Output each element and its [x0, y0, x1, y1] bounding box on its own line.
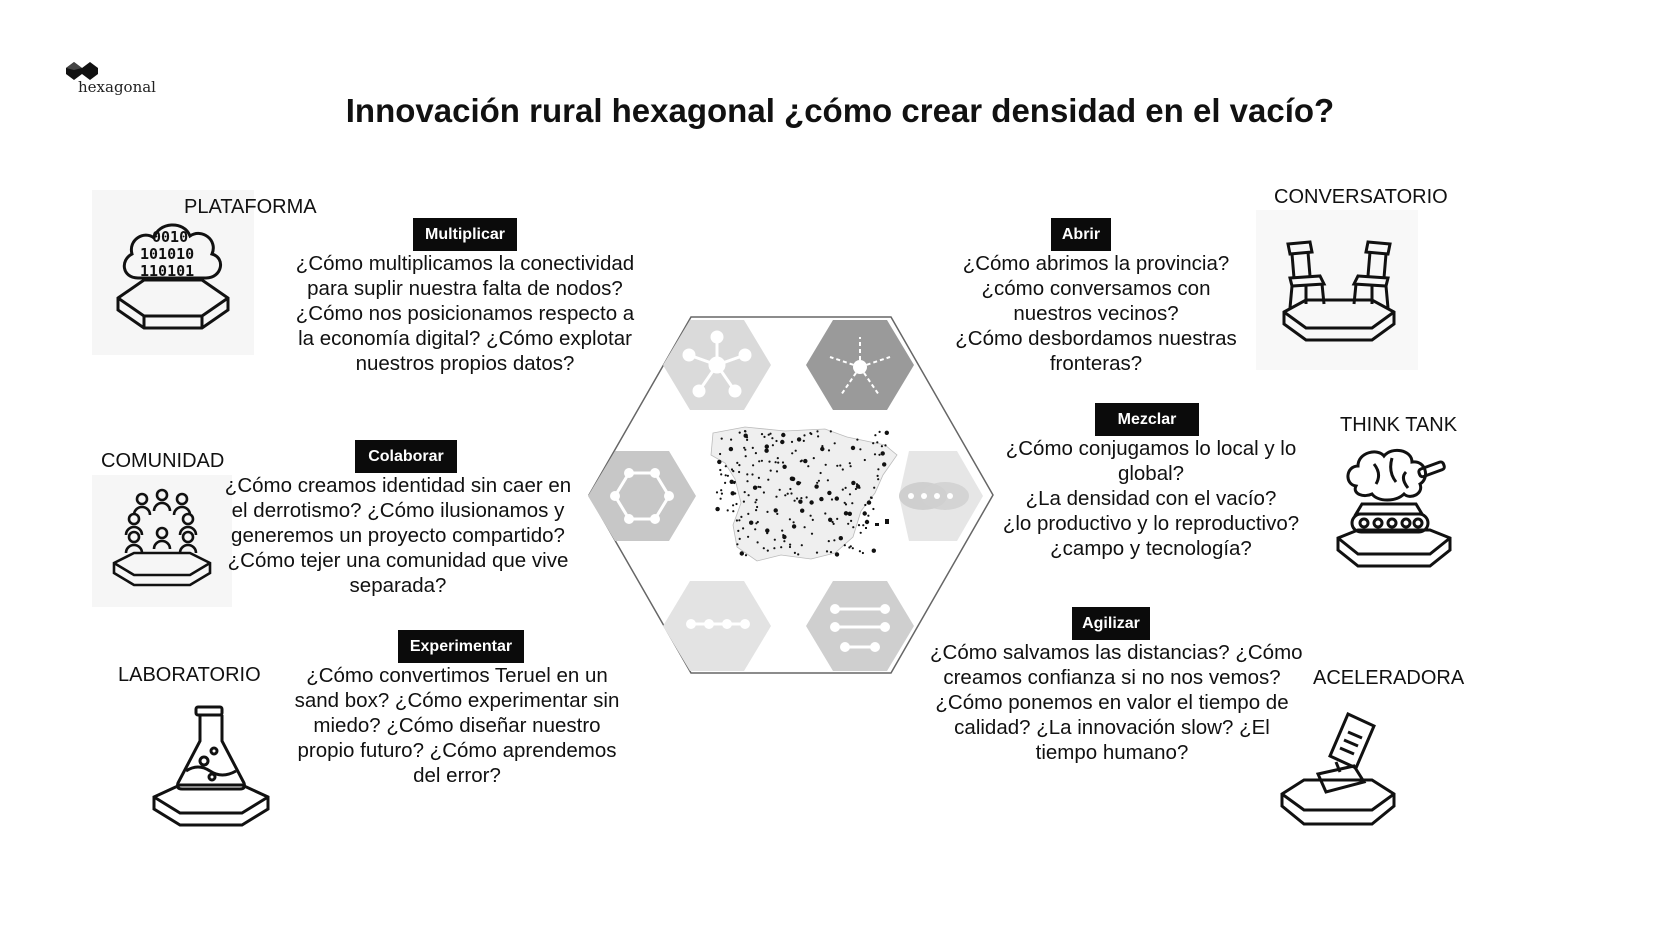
map-density-dot — [740, 551, 744, 555]
map-density-dot — [798, 500, 802, 504]
map-density-dot — [845, 503, 847, 505]
map-density-dot — [716, 491, 718, 493]
map-density-dot — [824, 512, 826, 514]
map-density-dot — [797, 553, 799, 555]
map-density-dot — [775, 440, 777, 442]
map-density-dot — [833, 523, 835, 525]
map-density-dot — [758, 477, 760, 479]
map-density-dot — [752, 447, 754, 449]
map-density-dot — [738, 519, 740, 521]
map-density-dot — [849, 493, 851, 495]
map-density-dot — [830, 430, 832, 432]
map-density-dot — [777, 462, 779, 464]
map-density-dot — [767, 479, 769, 481]
map-density-dot — [813, 457, 815, 459]
map-density-dot — [867, 515, 869, 517]
map-density-dot — [865, 520, 869, 524]
map-density-dot — [735, 503, 737, 505]
tag-multiplicar: Multiplicar — [413, 218, 517, 251]
map-density-dot — [738, 464, 740, 466]
question-line: ¿La densidad con el vacío? — [1025, 487, 1277, 510]
map-density-dot — [884, 444, 886, 446]
map-density-dot — [743, 501, 745, 503]
category-plataforma: PLATAFORMA — [184, 196, 317, 218]
question-line: miedo? ¿Cómo diseñar nuestro — [313, 714, 601, 737]
map-density-dot — [872, 508, 874, 510]
map-density-dot — [754, 501, 756, 503]
map-density-dot — [794, 552, 796, 554]
map-density-dot — [749, 521, 753, 525]
map-density-dot — [834, 442, 836, 444]
map-density-dot — [789, 546, 791, 548]
map-density-dot — [836, 518, 838, 520]
map-density-dot — [791, 452, 793, 454]
map-density-dot — [782, 461, 784, 463]
map-density-dot — [827, 491, 831, 495]
map-density-dot — [732, 470, 734, 472]
svg-text:0010: 0010 — [152, 228, 189, 246]
map-density-dot — [810, 515, 812, 517]
map-density-dot — [787, 493, 789, 495]
map-density-dot — [727, 509, 729, 511]
map-density-dot — [755, 509, 757, 511]
map-density-dot — [877, 475, 879, 477]
two-chairs-icon — [1280, 238, 1398, 344]
map-density-dot — [744, 434, 748, 438]
brand-name: hexagonal — [78, 78, 156, 96]
map-density-dot — [776, 470, 778, 472]
map-density-dot — [795, 450, 797, 452]
map-density-dot — [772, 444, 774, 446]
map-density-dot — [826, 550, 828, 552]
map-density-dot — [736, 519, 738, 521]
map-density-dot — [803, 440, 805, 442]
map-density-dot — [842, 468, 844, 470]
map-density-dot — [855, 488, 857, 490]
map-density-dot — [763, 491, 765, 493]
map-density-dot — [779, 489, 781, 491]
map-density-dot — [835, 496, 839, 500]
map-density-dot — [800, 497, 802, 499]
map-density-dot — [862, 524, 864, 526]
map-density-dot — [789, 518, 791, 520]
map-density-dot — [848, 512, 852, 516]
map-density-dot — [825, 464, 827, 466]
map-density-dot — [736, 543, 738, 545]
map-density-dot — [780, 546, 782, 548]
map-density-dot — [809, 500, 813, 504]
map-density-dot — [816, 482, 818, 484]
map-density-dot — [836, 465, 838, 467]
map-density-dot — [790, 477, 794, 481]
map-density-dot — [766, 532, 768, 534]
map-density-dot — [773, 547, 775, 549]
map-density-dot — [730, 439, 732, 441]
category-conversatorio: CONVERSATORIO — [1274, 186, 1448, 208]
map-density-dot — [757, 521, 759, 523]
map-density-dot — [845, 487, 847, 489]
map-density-dot — [835, 552, 839, 556]
question-line: global? — [1117, 462, 1185, 485]
map-density-dot — [839, 464, 841, 466]
map-density-dot — [878, 454, 880, 456]
map-density-dot — [844, 544, 846, 546]
map-density-dot — [816, 552, 818, 554]
map-density-dot — [803, 459, 807, 463]
question-line: del error? — [413, 764, 501, 787]
questions-experimentar — [288, 663, 626, 788]
map-density-dot — [775, 496, 777, 498]
map-density-dot — [720, 498, 722, 500]
map-density-dot — [781, 530, 783, 532]
question-line: fronteras? — [1049, 352, 1143, 375]
map-density-dot — [859, 448, 861, 450]
map-density-dot — [715, 507, 719, 511]
map-density-dot — [864, 459, 866, 461]
tag-abrir: Abrir — [1051, 218, 1111, 251]
question-line: calidad? ¿La innovación slow? ¿El — [954, 716, 1270, 739]
question-line: para suplir nuestra falta de nodos? — [307, 277, 623, 300]
map-density-dot — [743, 447, 745, 449]
map-density-dot — [844, 511, 848, 515]
map-density-dot — [763, 436, 765, 438]
map-density-dot — [882, 462, 886, 466]
map-density-dot — [768, 461, 770, 463]
map-density-dot — [807, 465, 809, 467]
map-density-dot — [751, 473, 753, 475]
question-line: tiempo humano? — [1035, 741, 1189, 764]
map-density-dot — [856, 483, 858, 485]
map-density-dot — [789, 488, 791, 490]
map-density-dot — [763, 547, 765, 549]
map-density-dot — [814, 484, 818, 488]
map-density-dot — [719, 453, 721, 455]
map-density-dot — [801, 544, 803, 546]
brain-tank-icon — [1334, 444, 1456, 570]
map-density-dot — [812, 519, 814, 521]
tag-colaborar: Colaborar — [355, 440, 457, 473]
map-density-dot — [766, 511, 768, 513]
map-density-dot — [759, 486, 761, 488]
map-density-dot — [862, 552, 864, 554]
map-density-dot — [717, 460, 721, 464]
question-line: ¿Cómo desbordamos nuestras — [955, 327, 1237, 350]
map-density-dot — [769, 433, 771, 435]
map-density-dot — [744, 449, 746, 451]
map-density-dot — [776, 513, 778, 515]
map-density-dot — [746, 439, 748, 441]
map-density-dot — [745, 455, 747, 457]
map-density-dot — [727, 475, 729, 477]
map-density-dot — [719, 469, 721, 471]
map-density-dot — [858, 524, 860, 526]
map-density-dot — [842, 489, 844, 491]
map-density-dot — [764, 449, 768, 453]
map-density-dot — [860, 532, 862, 534]
map-density-dot — [774, 539, 776, 541]
map-density-dot — [730, 480, 734, 484]
map-density-dot — [874, 453, 876, 455]
map-density-dot — [746, 480, 748, 482]
map-density-dot — [864, 504, 866, 506]
map-density-dot — [876, 441, 878, 443]
map-density-dot — [754, 528, 756, 530]
question-line: el derrotismo? ¿Cómo ilusionamos y — [231, 499, 565, 522]
map-density-dot — [761, 460, 763, 462]
map-density-dot — [859, 550, 861, 552]
map-density-dot — [756, 506, 758, 508]
map-density-dot — [804, 526, 806, 528]
map-density-dot — [821, 499, 823, 501]
question-line: ¿campo y tecnología? — [1050, 537, 1252, 560]
map-density-dot — [830, 551, 832, 553]
map-density-dot — [725, 474, 727, 476]
map-density-dot — [753, 486, 757, 490]
map-density-dot — [780, 440, 784, 444]
map-density-dot — [740, 516, 742, 518]
map-density-dot — [775, 461, 777, 463]
map-density-dot — [791, 441, 793, 443]
map-density-dot — [790, 492, 792, 494]
map-density-dot — [738, 471, 740, 473]
map-density-dot — [739, 432, 741, 434]
map-density-dot — [816, 430, 818, 432]
map-density-dot — [724, 482, 726, 484]
map-density-dot — [873, 487, 875, 489]
map-density-dot — [800, 460, 802, 462]
map-density-dot — [848, 546, 850, 548]
map-density-dot — [852, 526, 854, 528]
map-density-dot — [725, 465, 727, 467]
map-density-dot — [757, 541, 759, 543]
map-density-dot — [732, 504, 734, 506]
question-line: ¿Cómo conjugamos lo local y lo — [1005, 437, 1297, 460]
map-density-dot — [874, 434, 876, 436]
map-density-dot — [872, 442, 874, 444]
page-title: Innovación rural hexagonal ¿cómo crear densidad en el vacío? — [345, 92, 1335, 129]
map-density-dot — [828, 449, 830, 451]
map-density-dot — [856, 439, 858, 441]
question-line: creamos confianza si no nos vemos? — [943, 666, 1281, 689]
category-comunidad: COMUNIDAD — [101, 450, 225, 472]
map-density-dot — [839, 536, 843, 540]
map-density-dot — [850, 465, 852, 467]
map-density-dot — [744, 491, 746, 493]
question-line: ¿Cómo multiplicamos la conectividad — [295, 252, 635, 275]
map-density-dot — [793, 521, 795, 523]
map-density-dot — [742, 527, 744, 529]
map-density-dot — [828, 540, 830, 542]
question-line: ¿lo productivo y lo reproductivo? — [1002, 512, 1300, 535]
map-density-dot — [851, 446, 855, 450]
question-line: separada? — [349, 574, 447, 597]
map-density-dot — [885, 431, 889, 435]
map-density-dot — [748, 494, 750, 496]
flask-icon — [150, 705, 272, 830]
map-density-dot — [733, 482, 735, 484]
map-density-dot — [881, 445, 883, 447]
map-density-dot — [879, 431, 881, 433]
question-line: ¿cómo conversamos con — [981, 277, 1211, 300]
map-density-dot — [736, 462, 738, 464]
map-density-dot — [739, 538, 741, 540]
map-density-dot — [747, 536, 749, 538]
question-line: ¿Cómo nos posicionamos respecto a — [295, 302, 635, 325]
map-density-dot — [789, 544, 791, 546]
map-density-dot — [767, 550, 769, 552]
map-density-dot — [782, 465, 786, 469]
map-density-dot — [794, 500, 796, 502]
map-density-dot — [820, 472, 822, 474]
tag-agilizar: Agilizar — [1072, 607, 1150, 640]
map-density-dot — [847, 523, 849, 525]
questions-agilizar — [930, 640, 1303, 765]
question-line: ¿Cómo ponemos en valor el tiempo de — [935, 691, 1289, 714]
map-density-dot — [872, 549, 876, 553]
question-line: ¿Cómo creamos identidad sin caer en — [224, 474, 572, 497]
map-density-dot — [745, 554, 747, 556]
map-density-dot — [755, 452, 757, 454]
map-density-dot — [783, 540, 785, 542]
map-density-dot — [811, 533, 813, 535]
map-density-dot — [867, 500, 871, 504]
map-density-dot — [792, 524, 796, 528]
question-line: ¿Cómo convertimos Teruel en un — [306, 664, 608, 687]
map-density-dot — [777, 457, 779, 459]
map-density-dot — [863, 511, 867, 515]
map-density-dot — [770, 470, 772, 472]
map-density-dot — [809, 432, 811, 434]
questions-colaborar — [220, 473, 576, 598]
map-density-dot — [851, 502, 853, 504]
map-density-dot — [731, 491, 735, 495]
svg-text:110101: 110101 — [140, 262, 195, 280]
map-density-dot — [820, 447, 824, 451]
map-density-dot — [877, 468, 879, 470]
map-density-dot — [852, 547, 854, 549]
map-density-dot — [765, 444, 769, 448]
question-line: la economía digital? ¿Cómo explotar — [298, 327, 632, 350]
map-density-dot — [720, 489, 722, 491]
map-density-dot — [721, 438, 723, 440]
map-density-dot — [827, 479, 829, 481]
map-density-dot — [752, 464, 754, 466]
map-density-dot — [818, 480, 820, 482]
map-density-dot — [852, 483, 854, 485]
map-density-dot — [806, 496, 808, 498]
category-laboratorio: LABORATORIO — [118, 664, 261, 686]
map-density-dot — [850, 520, 852, 522]
question-line: ¿Cómo salvamos las distancias? ¿Cómo — [930, 641, 1303, 664]
center-hexagon-diagram — [585, 315, 997, 677]
map-density-dot — [729, 447, 733, 451]
map-density-dot — [746, 473, 748, 475]
map-density-dot — [796, 497, 798, 499]
map-density-dot — [784, 494, 786, 496]
map-density-dot — [774, 508, 778, 512]
question-line: ¿Cómo abrimos la provincia? — [962, 252, 1230, 275]
question-line: nuestros vecinos? — [1013, 302, 1179, 325]
tag-mezclar: Mezclar — [1095, 403, 1199, 436]
map-density-dot — [800, 509, 804, 513]
map-density-dot — [877, 478, 879, 480]
question-line: nuestros propios datos? — [355, 352, 575, 375]
map-density-dot — [732, 510, 734, 512]
category-think-tank: THINK TANK — [1340, 414, 1458, 436]
map-density-dot — [797, 437, 801, 441]
document-accelerator-icon — [1278, 712, 1398, 830]
map-density-dot — [881, 451, 885, 455]
map-density-dot — [737, 530, 739, 532]
question-line: sand box? ¿Cómo experimentar sin — [294, 689, 620, 712]
map-density-dot — [849, 462, 851, 464]
map-density-dot — [761, 433, 763, 435]
question-line: ¿Cómo tejer una comunidad que vive — [227, 549, 569, 572]
binary-cloud-icon — [108, 210, 238, 340]
map-density-dot — [833, 539, 835, 541]
map-density-dot — [744, 430, 746, 432]
questions-mezclar — [1000, 436, 1302, 561]
people-group-icon — [108, 485, 218, 595]
map-density-dot — [782, 535, 786, 539]
question-line: propio futuro? ¿Cómo aprendemos — [297, 739, 617, 762]
svg-text:101010: 101010 — [140, 245, 195, 263]
map-density-dot — [803, 434, 805, 436]
map-density-dot — [755, 499, 757, 501]
map-density-dot — [871, 497, 873, 499]
category-aceleradora: ACELERADORA — [1313, 667, 1465, 689]
map-density-dot — [832, 521, 834, 523]
map-density-dot — [771, 437, 773, 439]
map-density-dot — [747, 513, 749, 515]
tag-experimentar: Experimentar — [398, 630, 524, 663]
question-line: generemos un proyecto compartido? — [231, 524, 565, 547]
map-density-dot — [721, 493, 723, 495]
map-density-dot — [799, 482, 801, 484]
questions-abrir — [950, 251, 1242, 376]
map-density-dot — [758, 460, 760, 462]
map-density-dot — [817, 435, 819, 437]
map-density-dot — [831, 498, 833, 500]
map-density-dot — [781, 433, 785, 437]
map-density-dot — [720, 473, 722, 475]
